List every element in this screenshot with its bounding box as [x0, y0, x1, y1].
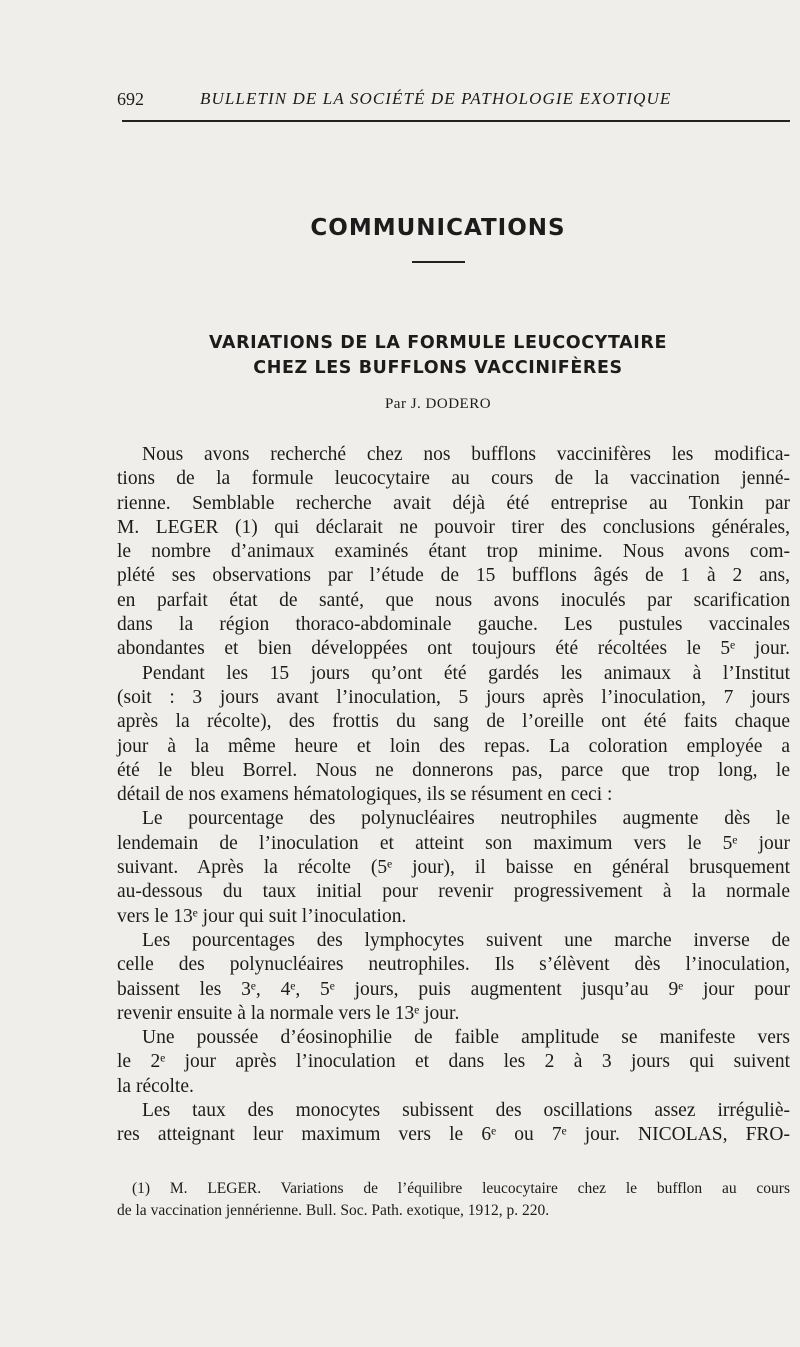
body-text-line: Nous avons recherché chez nos bufflons vaccinifères les modifica-: [142, 444, 790, 465]
footnote-line: (1) M. LEGER. Variations de l’équilibre leucocytaire chez le bufflon au cours: [132, 1180, 790, 1197]
running-header: BULLETIN DE LA SOCIÉTÉ DE PATHOLOGIE EXOTIQUE: [200, 89, 672, 108]
body-text-line: M. LEGER (1) qui déclarait ne pouvoir tirer des conclusions générales,: [117, 516, 790, 538]
body-text-line: tions de la formule leucocytaire au cours de la vaccination jenné-: [117, 468, 790, 490]
page-number: 692: [117, 89, 144, 109]
article-author: Par J. DODERO: [384, 396, 492, 412]
footnote: [117, 1178, 790, 1222]
body-text-line: jour à la même heure et loin des repas. La coloration employée a: [117, 735, 790, 757]
body-text-line: suivant. Après la récolte (5ᵉ jour), il baisse en général brusquement: [117, 857, 790, 879]
section-divider: [412, 261, 465, 263]
body-text-line: Une poussée d’éosinophilie de faible amplitude se manifeste vers: [142, 1027, 790, 1049]
body-text-line: vers le 13ᵉ jour qui suit l’inoculation.: [117, 905, 407, 927]
body-text-line: Les taux des monocytes subissent des oscillations assez irréguliè-: [142, 1100, 790, 1122]
body-text-line: le nombre d’animaux examinés étant trop minime. Nous avons com-: [117, 541, 790, 563]
body-text-line: le 2ᵉ jour après l’inoculation et dans les 2 à 3 jours qui suivent: [117, 1051, 790, 1073]
body-text-line: en parfait état de santé, que nous avons inoculés par scarification: [117, 589, 790, 611]
body-text-line: abondantes et bien développées ont toujours été récoltées le 5ᵉ jour.: [117, 638, 790, 660]
body-text-line: rienne. Semblable recherche avait déjà été entreprise au Tonkin par: [117, 492, 790, 514]
header-rule: [122, 120, 790, 122]
body-text-line: (soit : 3 jours avant l’inoculation, 5 jours après l’inoculation, 7 jours: [117, 686, 790, 708]
body-text-line: res atteignant leur maximum vers le 6ᵉ ou 7ᵉ jour. NICOLAS, FRO-: [117, 1124, 790, 1146]
body-text-line: celle des polynucléaires neutrophiles. Ils s’élèvent dès l’inoculation,: [117, 954, 790, 976]
body-text-line: dans la région thoraco-abdominale gauche. Les pustules vaccinales: [117, 614, 790, 636]
body-text-line: Le pourcentage des polynucléaires neutrophiles augmente dès le: [142, 808, 790, 830]
body-text-line: été le bleu Borrel. Nous ne donnerons pas, parce que trop long, le: [117, 759, 790, 781]
footnote-line: de la vaccination jennérienne. Bull. Soc. Path. exotique, 1912, p. 220.: [117, 1202, 550, 1219]
body-text-line: lendemain de l’inoculation et atteint son maximum vers le 5ᵉ jour: [117, 832, 790, 854]
article-title-line-1: VARIATIONS DE LA FORMULE LEUCOCYTAIRE: [208, 333, 668, 353]
body-text-line: baissent les 3ᵉ, 4ᵉ, 5ᵉ jours, puis augmentent jusqu’au 9ᵉ jour pour: [117, 978, 790, 1000]
body-text-line: au-dessous du taux initial pour revenir progressivement à la normale: [117, 881, 790, 903]
body-text-line: détail de nos examens hématologiques, ils se résument en ceci :: [117, 784, 613, 806]
article-title-line-2: CHEZ LES BUFFLONS VACCINIFÈRES: [253, 358, 623, 378]
body-text-line: Les pourcentages des lymphocytes suivent une marche inverse de: [142, 929, 790, 951]
section-title: COMMUNICATIONS: [310, 215, 566, 241]
body-text-line: plété ses observations par l’étude de 15 bufflons âgés de 1 à 2 ans,: [117, 565, 790, 587]
body-text-line: la récolte.: [117, 1075, 194, 1097]
article-body: [117, 443, 790, 1148]
body-text-line: après la récolte), des frottis du sang de l’oreille ont été faits chaque: [117, 711, 790, 733]
body-text-line: Pendant les 15 jours qu’ont été gardés les animaux à l’Institut: [142, 662, 790, 684]
body-text-line: revenir ensuite à la normale vers le 13ᵉ jour.: [117, 1002, 460, 1024]
